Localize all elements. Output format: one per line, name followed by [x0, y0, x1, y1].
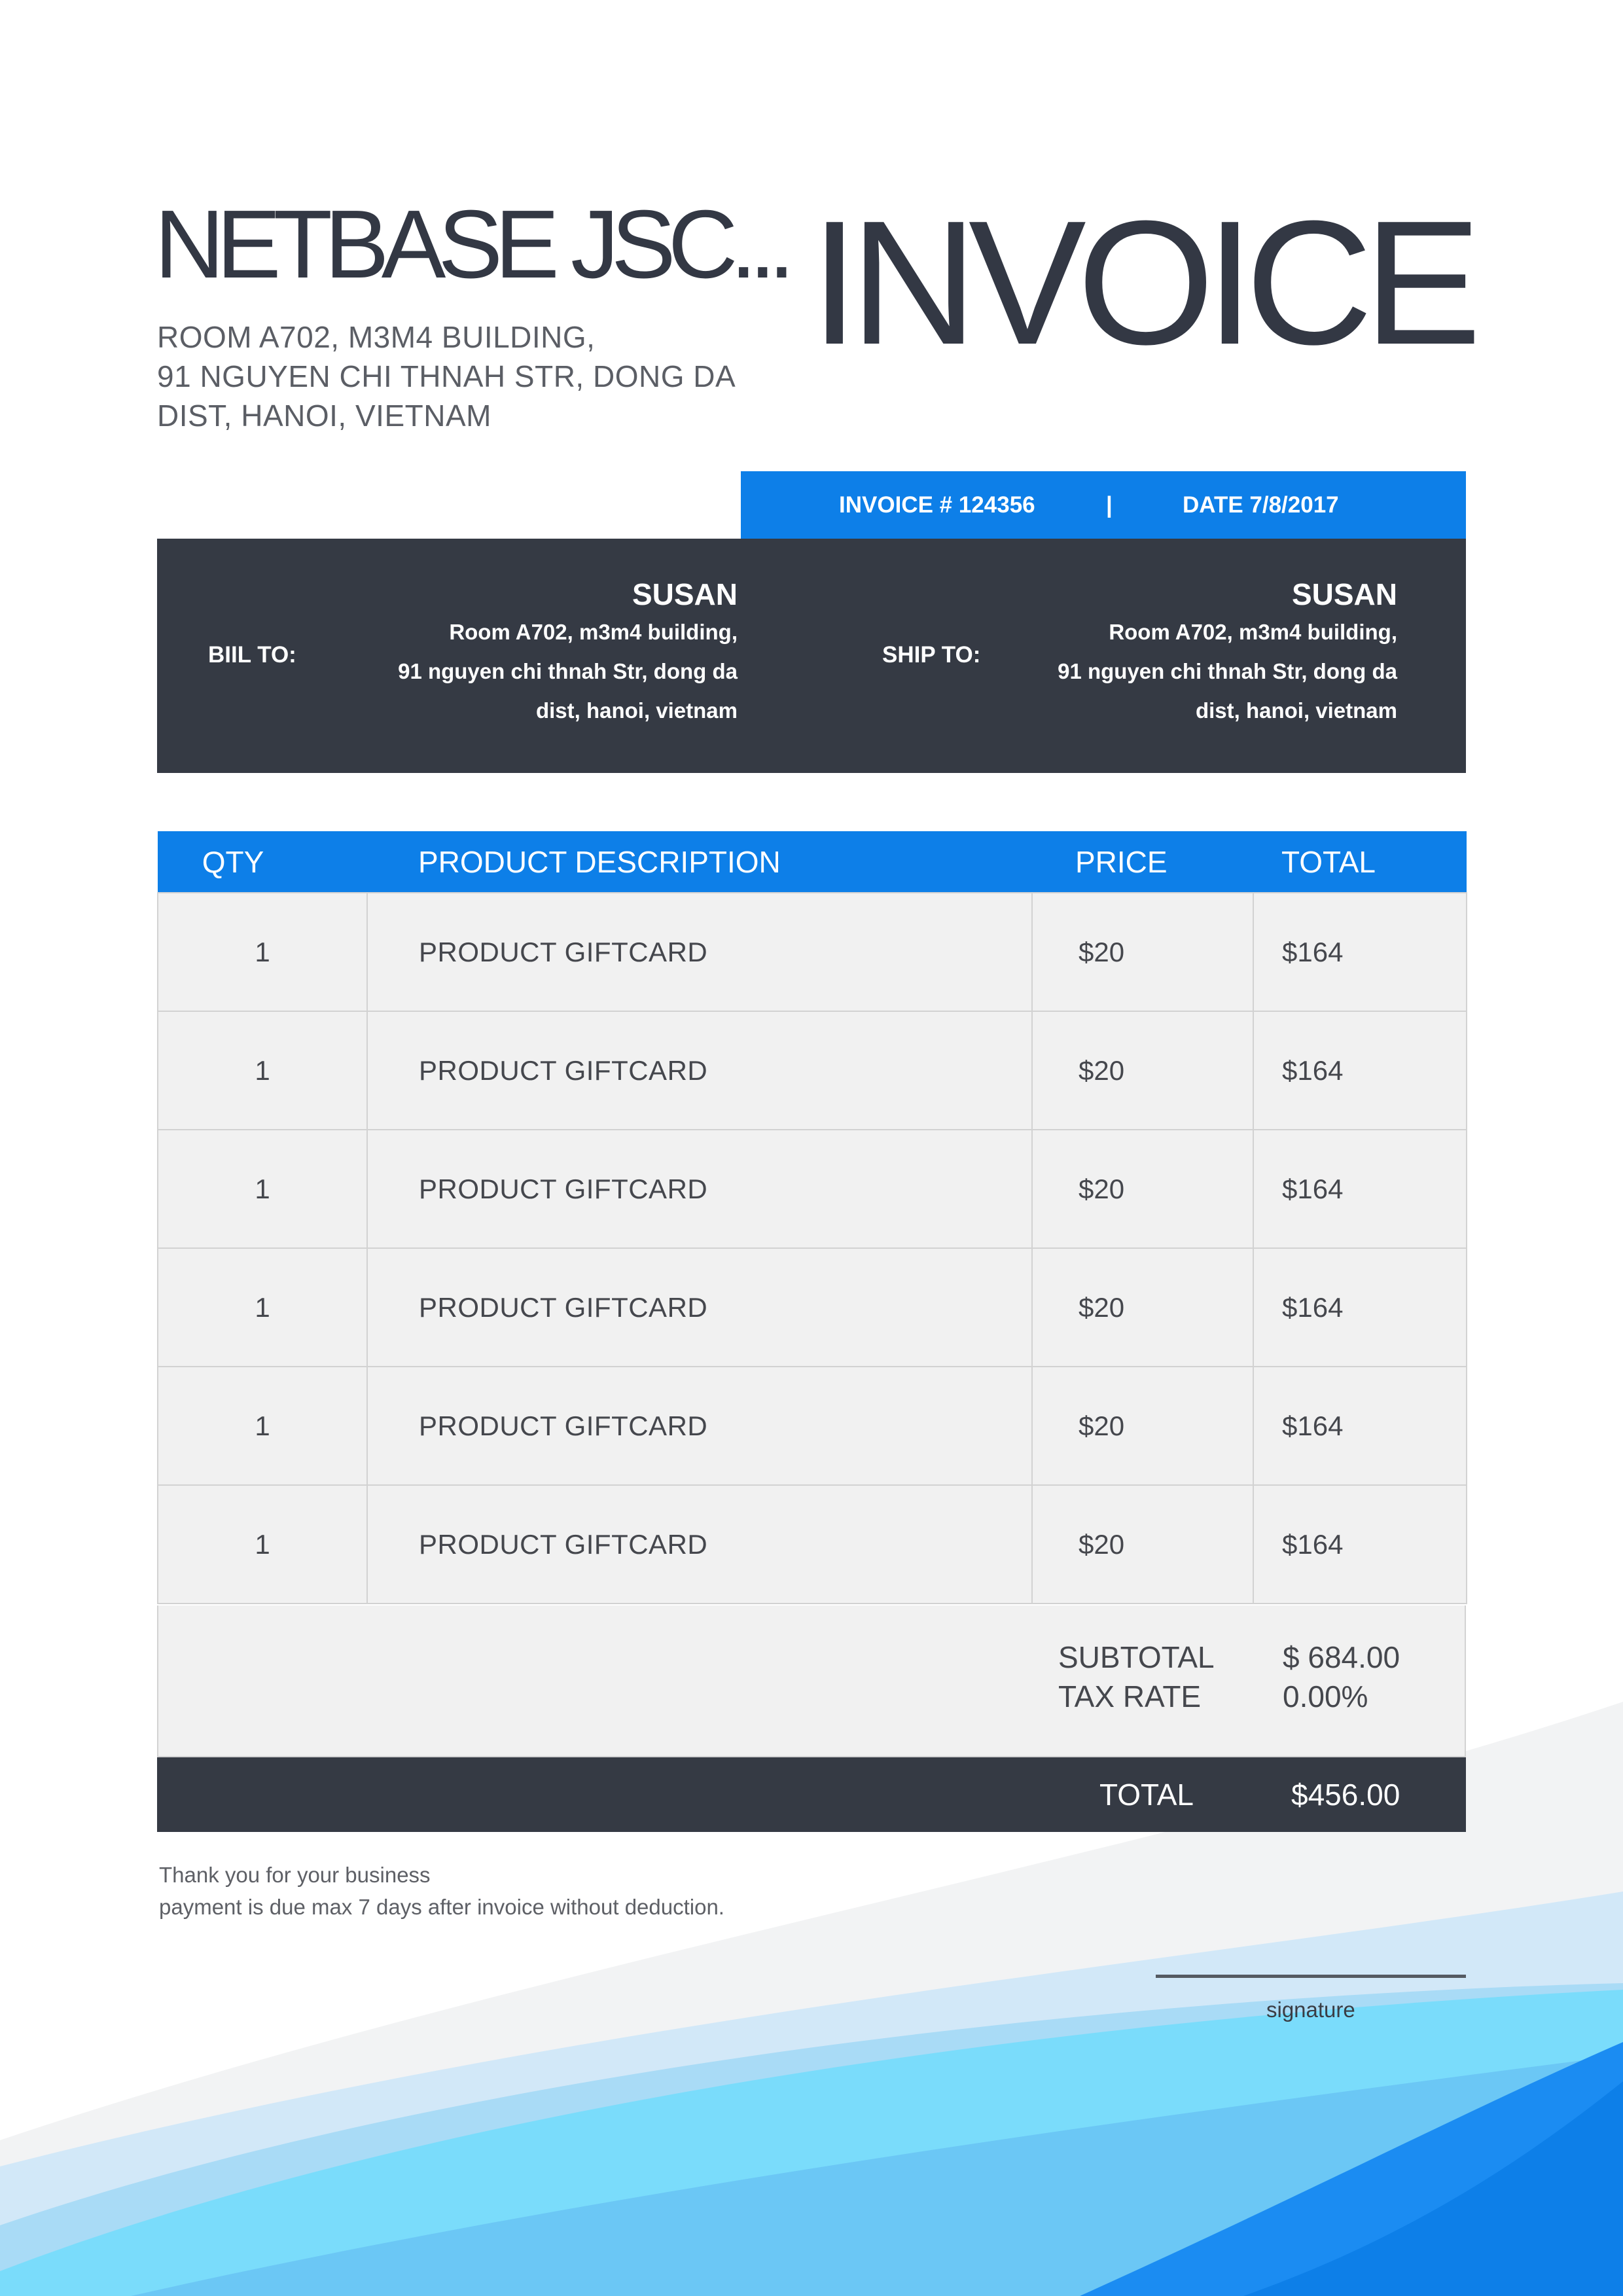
header-total: TOTAL: [1253, 831, 1467, 893]
cell-qty: 1: [158, 1367, 367, 1485]
ship-to-address-line: dist, hanoi, vietnam: [1195, 698, 1397, 723]
bill-to-address-line: dist, hanoi, vietnam: [535, 698, 738, 723]
header-qty: QTY: [158, 831, 367, 893]
thank-you-text: Thank you for your business: [159, 1863, 431, 1887]
summary-box: [157, 1605, 1466, 1757]
cell-description: PRODUCT GIFTCARD: [367, 1130, 1032, 1248]
cell-price: $20: [1032, 1248, 1253, 1367]
cell-qty: 1: [158, 1248, 367, 1367]
cell-description: PRODUCT GIFTCARD: [367, 1485, 1032, 1604]
cell-qty: 1: [158, 893, 367, 1011]
signature-label: signature: [1266, 1998, 1355, 2022]
table-row: [158, 1485, 1467, 1604]
ship-to-name: SUSAN: [1291, 577, 1397, 611]
ship-to-address-line: Room A702, m3m4 building,: [1109, 620, 1397, 645]
table-row: [158, 893, 1467, 1011]
cell-price: $20: [1032, 1011, 1253, 1130]
total-value: $456.00: [1291, 1778, 1400, 1812]
invoice-date: DATE 7/8/2017: [1183, 492, 1339, 518]
cell-total: $164: [1253, 1485, 1467, 1604]
cell-total: $164: [1253, 1248, 1467, 1367]
cell-description: PRODUCT GIFTCARD: [367, 1248, 1032, 1367]
invoice-number: INVOICE # 124356: [839, 492, 1035, 518]
tax-rate-label: TAX RATE: [1058, 1679, 1202, 1713]
company-address-line: 91 NGUYEN CHI THNAH STR, DONG DA: [157, 359, 736, 393]
cell-total: $164: [1253, 1367, 1467, 1485]
subtotal-value: $ 684.00: [1283, 1640, 1400, 1674]
invoice-title: INVOICE: [810, 185, 1472, 382]
bill-to-name: SUSAN: [632, 577, 738, 611]
company-name: NETBASE JSC...: [154, 190, 787, 298]
ship-to-label: SHIP TO:: [882, 642, 981, 668]
invoice-info-bar: [741, 471, 1466, 539]
table-row: [158, 1130, 1467, 1248]
cell-price: $20: [1032, 1367, 1253, 1485]
billing-shipping-block: [157, 539, 1466, 773]
cell-total: $164: [1253, 1130, 1467, 1248]
header-price: PRICE: [1032, 831, 1253, 893]
tax-rate-value: 0.00%: [1283, 1679, 1368, 1713]
cell-price: $20: [1032, 1130, 1253, 1248]
payment-terms-text: payment is due max 7 days after invoice without deduction.: [159, 1895, 724, 1919]
cell-description: PRODUCT GIFTCARD: [367, 1367, 1032, 1485]
info-separator: |: [1106, 492, 1113, 518]
line-items-table: [157, 831, 1467, 1604]
cell-total: $164: [1253, 893, 1467, 1011]
table-header-row: [158, 831, 1467, 893]
bill-to-label: BIIL TO:: [208, 642, 296, 668]
cell-qty: 1: [158, 1130, 367, 1248]
ship-to-info: [939, 577, 1397, 730]
header-description: PRODUCT DESCRIPTION: [367, 831, 1032, 893]
cell-description: PRODUCT GIFTCARD: [367, 893, 1032, 1011]
cell-qty: 1: [158, 1485, 367, 1604]
ship-to-address-line: 91 nguyen chi thnah Str, dong da: [1058, 659, 1397, 684]
bill-to-info: [279, 577, 738, 730]
company-address: [157, 317, 779, 435]
grand-total-bar: [157, 1757, 1466, 1832]
table-row: [158, 1248, 1467, 1367]
bill-to-address-line: 91 nguyen chi thnah Str, dong da: [398, 659, 738, 684]
cell-qty: 1: [158, 1011, 367, 1130]
company-address-line: DIST, HANOI, VIETNAM: [157, 399, 491, 433]
signature-line: [1156, 1975, 1466, 1978]
footer-note: [159, 1859, 724, 1923]
cell-price: $20: [1032, 893, 1253, 1011]
bill-to-address-line: Room A702, m3m4 building,: [449, 620, 738, 645]
subtotal-label: SUBTOTAL: [1058, 1640, 1215, 1674]
cell-description: PRODUCT GIFTCARD: [367, 1011, 1032, 1130]
cell-total: $164: [1253, 1011, 1467, 1130]
table-row: [158, 1367, 1467, 1485]
cell-price: $20: [1032, 1485, 1253, 1604]
table-row: [158, 1011, 1467, 1130]
company-address-line: ROOM A702, M3M4 BUILDING,: [157, 320, 596, 354]
total-label: TOTAL: [1099, 1778, 1194, 1812]
